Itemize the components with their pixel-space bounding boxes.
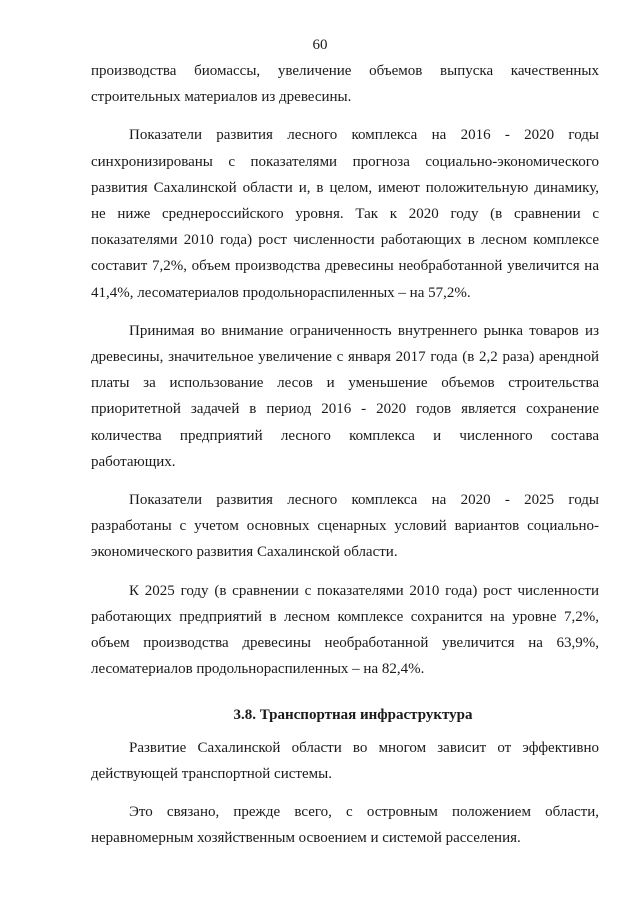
paragraph-indicators-2020-2025: Показатели развития лесного комплекса на 2020 - 2025 годы разработаны с учетом основных сценарных условий вариантов социально-экономического развития Сахалинской области. [91,492,599,561]
paragraph-limited-market: Принимая во внимание ограниченность внутреннего рынка товаров из древесины, значительное увеличение с января 2017 года (в 2,2 раза) арендной платы за использование лесов и уменьшение объемов строительства приоритетной задачей в период 2016 - 2020 годов является сохранение количества предприятий лесного комплекса и численного состава работающих. [91,322,599,470]
page-body [91,58,599,851]
paragraph-continuation: производства биомассы, увеличение объемов выпуска качественных строительных материалов из древесины. [91,63,599,106]
paragraph-indicators-2016-2020: Показатели развития лесного комплекса на 2016 - 2020 годы синхронизированы с показателями прогноза социально-экономического развития Сахалинской области и, в целом, имеют положительную динамику, не ниже среднероссийского уровня. Так к 2020 году (в сравнении с показателями 2010 года) рост численности работающих в лесном комплексе составит 7,2%, объем производства древесины необработанной увеличится на 41,4%, лесоматериалов продольнораспиленных – на 57,2%. [91,127,599,301]
page-number: 60 [312,37,328,53]
paragraph-island-position: Это связано, прежде всего, с островным положением области, неравномерным хозяйственным освоением и системой расселения. [91,804,599,847]
paragraph-transport-system: Развитие Сахалинской области во многом зависит от эффективно действующей транспортной системы. [91,739,599,782]
section-heading: 3.8. Транспортная инфраструктура [233,707,473,724]
paragraph-forecast-2025: К 2025 году (в сравнении с показателями 2010 года) рост численности работающих предприятий в лесном комплексе сохранится на уровне 7,2%, объем производства древесины необработанной увеличится на 63,9%, лесоматериалов продольнораспиленных – на 82,4%. [91,582,599,678]
